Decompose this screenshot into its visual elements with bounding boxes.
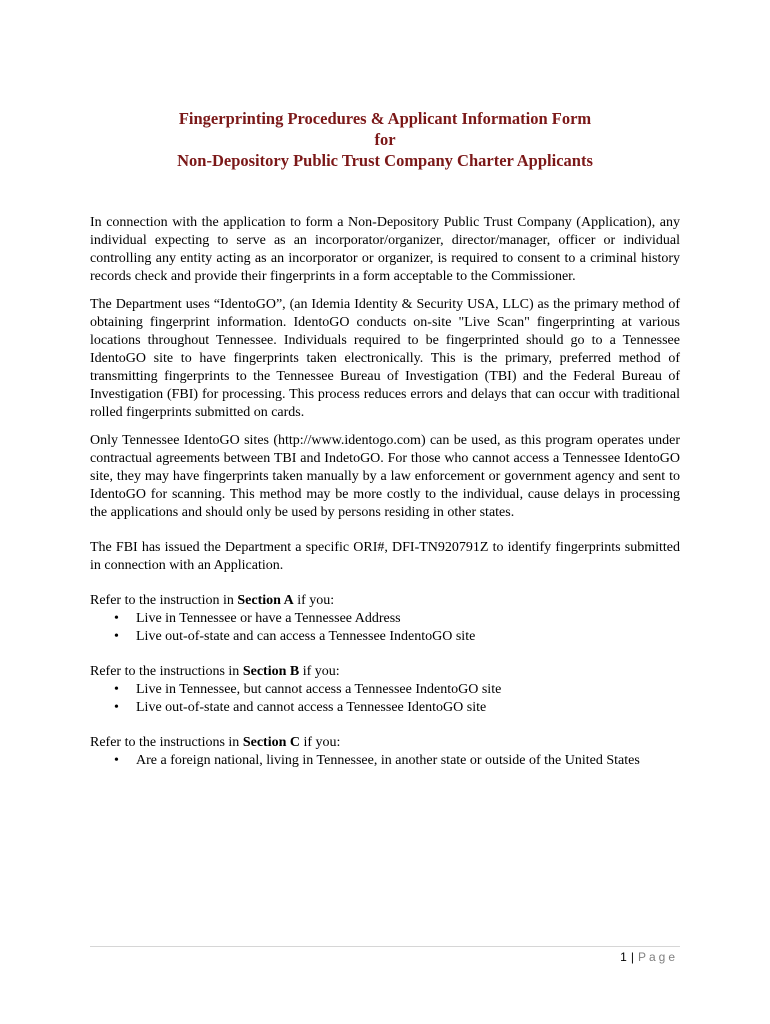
document-title (90, 108, 680, 171)
paragraph-ori-number: The FBI has issued the Department a specific ORI#, DFI-TN920791Z to identify fingerprints submitted in connection with an Application. (90, 540, 680, 573)
section-a-name: Section A (237, 593, 294, 608)
list-item: • Live out-of-state and can access a Tennessee IndentoGO site (90, 628, 680, 646)
page-footer (620, 950, 678, 964)
section-b-prefix: Refer to the instructions in (90, 664, 243, 679)
section-c-name: Section C (242, 735, 300, 750)
title-line-3: Non-Depository Public Trust Company Charter Applicants (177, 151, 593, 170)
section-c-prefix: Refer to the instructions in (90, 735, 243, 750)
section-b-suffix: if you: (299, 664, 340, 679)
title-line-1: Fingerprinting Procedures & Applicant Information Form (178, 109, 592, 128)
list-item: • Are a foreign national, living in Tennessee, in another state or outside of the United States (90, 752, 680, 770)
section-a-list (90, 610, 680, 646)
section-a-prefix: Refer to the instruction in (90, 593, 238, 608)
list-item: • Live in Tennessee, but cannot access a Tennessee IndentoGO site (90, 681, 680, 699)
paragraph-identogo-method: The Department uses “IdentoGO”, (an Idemia Identity & Security USA, LLC) as the primary method of obtaining fingerprint information. IdentoGO conducts on-site "Live Scan" fingerprinting at various locations throughout Tennessee. Individuals required to be fingerprinted should go to a Tennessee IdentoGO site to have fingerprints taken electronically. This is the primary, preferred method of transmitting fingerprints to the Tennessee Bureau of Investigation (TBI) and the Federal Bureau of Investigation (FBI) for processing. This process reduces errors and delays that can occur with traditional rolled fingerprints submitted on cards. (90, 297, 680, 420)
paragraph-identogo-sites: Only Tennessee IdentoGO sites (http://www.identogo.com) can be used, as this program operates under contractual agreements between TBI and IndetoGO. For those who cannot access a Tennessee IdentoGO site, they may have fingerprints taken manually by a law enforcement or government agency and sent to IdentoGO for scanning. This method may be more costly to the individual, cause delays in processing the applications and should only be used by persons residing in other states. (90, 433, 680, 520)
section-a-intro (90, 592, 680, 610)
footer-divider (90, 946, 680, 947)
page-number: 1 (620, 950, 627, 964)
section-c-intro (90, 734, 680, 752)
paragraph-application-consent: In connection with the application to form a Non-Depository Public Trust Company (Application), any individual expecting to serve as an incorporator/organizer, director/manager, officer or individual controlling any entity acting as an incorporator or organizer, is required to consent to a criminal history records check and provide their fingerprints in a form acceptable to the Commissioner. (90, 215, 680, 284)
page-label: Page (637, 950, 678, 964)
footer-separator: | (630, 950, 634, 964)
title-line-2: for (374, 130, 396, 149)
list-item: • Live out-of-state and cannot access a Tennessee IdentoGO site (90, 699, 680, 717)
document-body (90, 214, 680, 787)
list-item: • Live in Tennessee or have a Tennessee Address (90, 610, 680, 628)
section-c-list (90, 752, 680, 770)
section-a-suffix: if you: (293, 593, 335, 608)
section-b-list (90, 681, 680, 717)
section-b-intro (90, 663, 680, 681)
section-b-name: Section B (242, 664, 300, 679)
section-c-suffix: if you: (299, 735, 341, 750)
